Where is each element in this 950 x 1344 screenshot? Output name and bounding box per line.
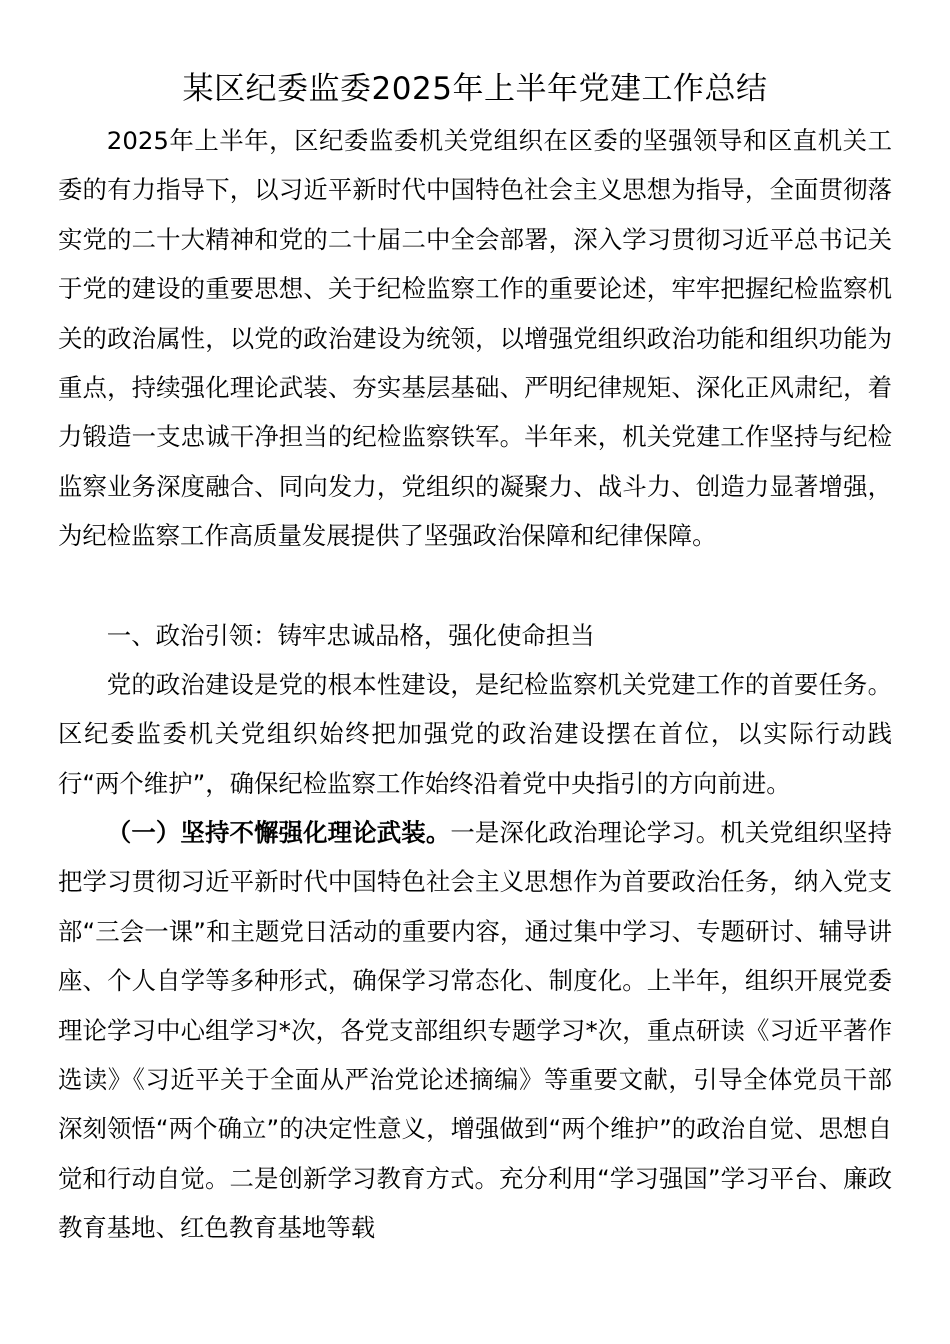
section-1-paragraph: 党的政治建设是党的根本性建设，是纪检监察机关党建工作的首要任务。区纪委监委机关党组织始终把加强党的政治建设摆在首位，以实际行动践行“两个维护”，确保纪检监察工作始终沿着党中央指引的方向前进。 [58, 670, 892, 798]
subsection-1-text: 一是深化政治理论学习。机关党组织坚持把学习贯彻习近平新时代中国特色社会主义思想作为首要政治任务，纳入党支部“三会一课”和主题党日活动的重要内容，通过集中学习、专题研讨、辅导讲座、个人自学等多种形式，确保学习常态化、制度化。上半年，组织开展党委理论学习中心组学习*次，各党支部组织专题学习*次，重点研读《习近平著作选读》《习近平关于全面从严治党论述摘编》等重要文献，引导全体党员干部深刻领悟“两个确立”的决定性意义，增强做到“两个维护”的政治自觉、思想自觉和行动自觉。二是创新学习教育方式。充分利用“学习强国”学习平台、廉政教育基地、红色教育基地等载 [58, 818, 892, 1243]
subsection-1-paragraph [58, 808, 892, 1308]
intro-paragraph: 2025年上半年，区纪委监委机关党组织在区委的坚强领导和区直机关工委的有力指导下，以习近平新时代中国特色社会主义思想为指导，全面贯彻落实党的二十大精神和党的二十届二中全会部署，深入学习贯彻习近平总书记关于党的建设的重要思想、关于纪检监察工作的重要论述，牢牢把握纪检监察机关的政治属性，以党的政治建设为统领，以增强党组织政治功能和组织功能为重点，持续强化理论武装、夯实基层基础、严明纪律规矩、深化正风肃纪，着力锻造一支忠诚干净担当的纪检监察铁军。半年来，机关党建工作坚持与纪检监察业务深度融合、同向发力，党组织的凝聚力、战斗力、创造力显著增强，为纪检监察工作高质量发展提供了坚强政治保障和纪律保障。 [58, 126, 892, 551]
section-heading-1: 一、政治引领：铸牢忠诚品格，强化使命担当 [106, 621, 595, 650]
subsection-1-heading: （一）坚持不懈强化理论武装。 [106, 818, 451, 847]
document-title: 某区纪委监委2025年上半年党建工作总结 [182, 71, 768, 107]
